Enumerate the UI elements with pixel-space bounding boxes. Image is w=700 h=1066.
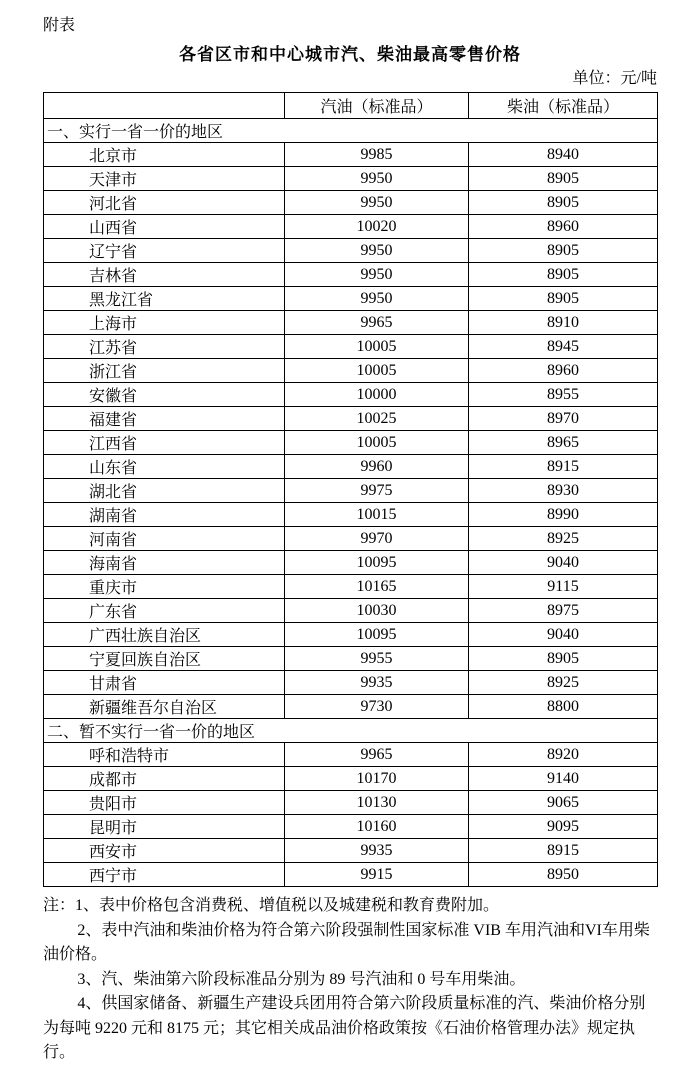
table-row	[44, 527, 658, 551]
table-row	[44, 407, 658, 431]
diesel-price-cell: 8965	[469, 431, 658, 455]
table-row	[44, 815, 658, 839]
gasoline-price-cell: 9975	[285, 479, 469, 503]
diesel-price-cell: 8905	[469, 191, 658, 215]
diesel-price-cell: 8940	[469, 143, 658, 167]
gasoline-price-cell: 9950	[285, 287, 469, 311]
gasoline-price-cell: 9950	[285, 191, 469, 215]
region-cell: 广西壮族自治区	[44, 623, 285, 647]
diesel-price-cell: 8950	[469, 863, 658, 887]
note-1: 注：1、表中价格包含消费税、增值税以及城建税和教育费附加。	[43, 897, 500, 914]
gasoline-price-cell: 9935	[285, 839, 469, 863]
gasoline-price-cell: 9950	[285, 167, 469, 191]
region-cell: 江苏省	[44, 335, 285, 359]
diesel-price-cell: 8945	[469, 335, 658, 359]
table-row	[44, 503, 658, 527]
diesel-price-cell: 8970	[469, 407, 658, 431]
table-row	[44, 383, 658, 407]
notes-section	[43, 894, 657, 1066]
region-cell: 黑龙江省	[44, 287, 285, 311]
unit-label: 单位：元/吨	[572, 70, 657, 87]
gasoline-price-cell: 10160	[285, 815, 469, 839]
diesel-price-cell: 9115	[469, 575, 658, 599]
diesel-price-cell: 8905	[469, 647, 658, 671]
diesel-price-cell: 8915	[469, 455, 658, 479]
region-cell: 重庆市	[44, 575, 285, 599]
table-row	[44, 431, 658, 455]
table-row	[44, 599, 658, 623]
note-4: 4、供国家储备、新疆生产建设兵团用符合第六阶段质量标准的汽、柴油价格分别为每吨 9220 元和 8175 元；其它相关成品油价格政策按《石油价格管理办法》规定执行。	[43, 995, 646, 1061]
table-row	[44, 743, 658, 767]
gasoline-price-cell: 9915	[285, 863, 469, 887]
diesel-price-cell: 8910	[469, 311, 658, 335]
table-row	[44, 455, 658, 479]
gasoline-price-cell: 10130	[285, 791, 469, 815]
diesel-price-cell: 8930	[469, 479, 658, 503]
gasoline-price-cell: 9955	[285, 647, 469, 671]
region-cell: 吉林省	[44, 263, 285, 287]
diesel-price-cell: 8955	[469, 383, 658, 407]
diesel-price-cell: 8925	[469, 671, 658, 695]
region-column-header	[44, 93, 285, 119]
gasoline-price-cell: 10095	[285, 623, 469, 647]
diesel-price-cell: 8905	[469, 167, 658, 191]
diesel-price-cell: 8925	[469, 527, 658, 551]
price-table	[43, 92, 658, 887]
diesel-price-cell: 8920	[469, 743, 658, 767]
note-3: 3、汽、柴油第六阶段标准品分别为 89 号汽油和 0 号车用柴油。	[77, 970, 526, 988]
gasoline-column-header: 汽油（标准品）	[285, 93, 469, 119]
region-cell: 西安市	[44, 839, 285, 863]
gasoline-price-cell: 10015	[285, 503, 469, 527]
region-cell: 江西省	[44, 431, 285, 455]
gasoline-price-cell: 10000	[285, 383, 469, 407]
region-cell: 甘肃省	[44, 671, 285, 695]
gasoline-price-cell: 9965	[285, 743, 469, 767]
table-row	[44, 695, 658, 719]
gasoline-price-cell: 10020	[285, 215, 469, 239]
table-row	[44, 143, 658, 167]
region-cell: 山东省	[44, 455, 285, 479]
region-cell: 海南省	[44, 551, 285, 575]
page-title: 各省区市和中心城市汽、柴油最高零售价格	[179, 45, 521, 64]
diesel-price-cell: 8990	[469, 503, 658, 527]
gasoline-price-cell: 9985	[285, 143, 469, 167]
region-cell: 昆明市	[44, 815, 285, 839]
diesel-price-cell: 8905	[469, 239, 658, 263]
diesel-price-cell: 9095	[469, 815, 658, 839]
diesel-price-cell: 9040	[469, 623, 658, 647]
diesel-price-cell: 8960	[469, 359, 658, 383]
gasoline-price-cell: 9950	[285, 263, 469, 287]
table-row	[44, 551, 658, 575]
table-row	[44, 791, 658, 815]
region-cell: 上海市	[44, 311, 285, 335]
gasoline-price-cell: 9950	[285, 239, 469, 263]
gasoline-price-cell: 10005	[285, 431, 469, 455]
appendix-label: 附表	[43, 17, 76, 34]
table-row	[44, 479, 658, 503]
region-cell: 福建省	[44, 407, 285, 431]
table-row	[44, 263, 658, 287]
diesel-price-cell: 8905	[469, 263, 658, 287]
table-row	[44, 311, 658, 335]
diesel-price-cell: 8905	[469, 287, 658, 311]
gasoline-price-cell: 10005	[285, 359, 469, 383]
diesel-price-cell: 8915	[469, 839, 658, 863]
region-cell: 河南省	[44, 527, 285, 551]
diesel-price-cell: 9040	[469, 551, 658, 575]
table-row	[44, 767, 658, 791]
diesel-column-header: 柴油（标准品）	[469, 93, 658, 119]
diesel-price-cell: 8975	[469, 599, 658, 623]
section-header-row	[44, 719, 658, 743]
region-cell: 天津市	[44, 167, 285, 191]
table-row	[44, 863, 658, 887]
table-row	[44, 287, 658, 311]
region-cell: 浙江省	[44, 359, 285, 383]
gasoline-price-cell: 9935	[285, 671, 469, 695]
section-header-label: 一、实行一省一价的地区	[44, 119, 658, 143]
table-row	[44, 335, 658, 359]
region-cell: 宁夏回族自治区	[44, 647, 285, 671]
region-cell: 安徽省	[44, 383, 285, 407]
region-cell: 贵阳市	[44, 791, 285, 815]
region-cell: 湖北省	[44, 479, 285, 503]
region-cell: 河北省	[44, 191, 285, 215]
diesel-price-cell: 9065	[469, 791, 658, 815]
gasoline-price-cell: 10025	[285, 407, 469, 431]
table-row	[44, 623, 658, 647]
region-cell: 辽宁省	[44, 239, 285, 263]
region-cell: 山西省	[44, 215, 285, 239]
table-row	[44, 671, 658, 695]
region-cell: 西宁市	[44, 863, 285, 887]
gasoline-price-cell: 10170	[285, 767, 469, 791]
gasoline-price-cell: 10095	[285, 551, 469, 575]
gasoline-price-cell: 10030	[285, 599, 469, 623]
section-header-row	[44, 119, 658, 143]
note-2: 2、表中汽油和柴油价格为符合第六阶段强制性国家标准 VIB 车用汽油和VI车用柴油价格。	[43, 921, 650, 963]
region-cell: 北京市	[44, 143, 285, 167]
gasoline-price-cell: 9730	[285, 695, 469, 719]
table-row	[44, 839, 658, 863]
section-header-label: 二、暂不实行一省一价的地区	[44, 719, 658, 743]
gasoline-price-cell: 10165	[285, 575, 469, 599]
region-cell: 湖南省	[44, 503, 285, 527]
gasoline-price-cell: 10005	[285, 335, 469, 359]
table-row	[44, 167, 658, 191]
gasoline-price-cell: 9970	[285, 527, 469, 551]
table-row	[44, 575, 658, 599]
table-row	[44, 359, 658, 383]
diesel-price-cell: 8800	[469, 695, 658, 719]
table-row	[44, 647, 658, 671]
table-header-row	[44, 93, 658, 119]
region-cell: 成都市	[44, 767, 285, 791]
gasoline-price-cell: 9960	[285, 455, 469, 479]
region-cell: 呼和浩特市	[44, 743, 285, 767]
table-row	[44, 191, 658, 215]
table-row	[44, 239, 658, 263]
region-cell: 新疆维吾尔自治区	[44, 695, 285, 719]
region-cell: 广东省	[44, 599, 285, 623]
table-row	[44, 215, 658, 239]
diesel-price-cell: 9140	[469, 767, 658, 791]
gasoline-price-cell: 9965	[285, 311, 469, 335]
diesel-price-cell: 8960	[469, 215, 658, 239]
price-table-body	[44, 119, 658, 887]
